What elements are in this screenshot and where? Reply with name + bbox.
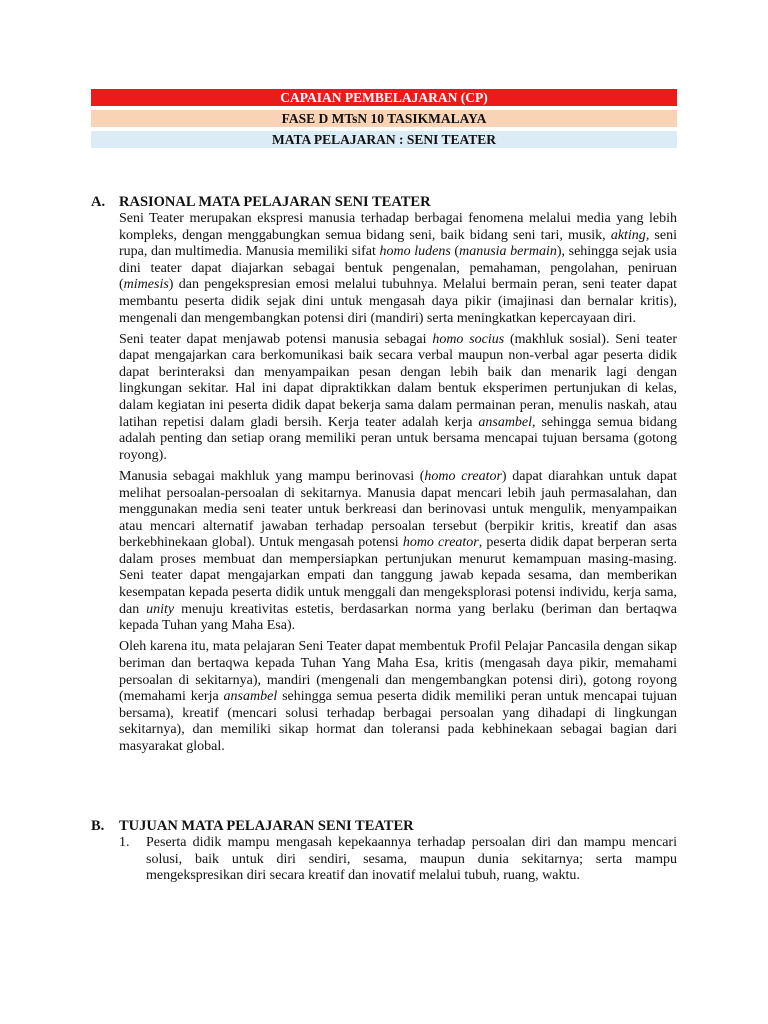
rasional-paragraph-2 [119,332,677,465]
italic-term: unity [146,601,175,617]
header-banner-fase [91,110,677,127]
section-a-heading [91,193,677,211]
text-run: Oleh karena itu, mata pelajaran Seni Teater dapat membentuk Profil Pelajar Pancasila dengan sikap beriman dan bertaqwa kepada Tuhan Yang Maha Esa, kritis (mengasah daya pikir, memahami persoalan di sekitarnya), mandiri (mengenali dan mengembangkan potensi diri), gotong royong (memahami kerja [119,639,677,705]
header-banner-subject [91,131,677,148]
header-line-3: MATA PELAJARAN : SENI TEATER [271,132,497,147]
italic-term: ansambel [478,414,533,430]
list-item-text: Peserta didik mampu mengasah kepekaannya terhadap persoalan diri dan mampu mencari solusi, baik untuk diri sendiri, sesama, maupun dunia sekitarnya; serta mampu mengekspresikan diri secara kreatif dan inovatif melalui tubuh, ruang, waktu. [146,835,677,884]
italic-term: akting [610,227,646,243]
rasional-paragraph-3 [119,469,677,635]
text-run: Manusia sebagai makhluk yang mampu berinovasi ( [119,468,425,484]
text-run: Seni teater dapat menjawab potensi manusia sebagai [119,331,433,347]
text-run: ), sehingga sejak usia dini teater dapat diajarkan sebagai bentuk pengenalan, pemahaman, pengolahan, peniruan ( [119,244,677,293]
italic-term: homo creator [424,468,502,484]
header-line-1: CAPAIAN PEMBELAJARAN (CP) [280,90,488,105]
section-a-letter: A. [91,194,106,210]
text-run: (makhluk sosial). Seni teater dapat mengajarkan cara berkomunikasi baik secara verbal maupun non-verbal agar peserta didik dapat berinteraksi dan menyampaikan pesan dengan lebih baik dan menarik lagi dengan lingkungan sekitar. Hal ini dapat dipraktikkan dalam bentuk eksperimen pertunjukan di kelas, dalam kegiatan ini peserta didik dapat bekerja sama dalam permainan peran, menulis naskah, atau latihan repetisi dalam gladi bersih. Kerja teater adalah kerja [119,331,677,430]
text-run: menuju kreativitas estetis, berdasarkan norma yang berlaku (beriman dan bertaqwa kepada Tuhan yang Maha Esa). [119,601,677,634]
text-run: ( [450,244,460,260]
text-run: , peserta didik dapat berperan serta dalam proses membuat dan mempersiapkan pertunjukan menurut kemampuan masing-masing. Seni teater dapat mengajarkan empati dan tanggung jawab kepada sesama, dan memberikan kesempatan kepada peserta didik untuk menggali dan mengeksplorasi potensi individu, kerja sama, dan [119,535,677,617]
text-run: , sehingga semua bidang adalah penting dan setiap orang memiliki peran untuk bersama mencapai tujuan bersama (gotong royong). [119,414,678,463]
text-run: ) dapat diarahkan untuk dapat melihat persoalan-persoalan di sekitarnya. Manusia dapat mencari lebih jauh permasalahan, dan menggunakan media seni teater untuk berkreasi dan berinovasi untuk mengulik, menyampaikan atau mencari alternatif jawaban terhadap persoalan tersebut (berpikir kritis, kreatif dan asas berkebhinekaan global). Untuk mengasah potensi [119,468,677,551]
italic-term: homo creator [402,535,479,551]
section-a [91,193,677,756]
text-run: Seni Teater merupakan ekspresi manusia terhadap berbagai fenomena melalui media yang lebih kompleks, dengan menggabungkan semua bidang seni, baik bidang seni tari, musik, [119,211,677,243]
italic-term: ansambel [223,689,278,705]
section-a-title: RASIONAL MATA PELAJARAN SENI TEATER [119,194,431,210]
rasional-paragraph-1 [119,211,677,327]
italic-term: homo ludens [379,244,451,260]
section-b [91,817,677,885]
text-run: ) dan pengekspresian emosi melalui tubuhnya. Melalui bermain peran, seni teater dapat membantu peserta didik sejak dini untuk mengasah daya pikir (imajinasi dan bernalar kritis), mengenali dan mengembangkan potensi diri (mandiri) serta meningkatkan kepercayaan diri. [119,277,677,326]
section-b-heading [91,817,677,835]
text-run: sehingga semua peserta didik memiliki peran untuk mencapai tujuan bersama), kreatif (mencari solusi terhadap berbagai persoalan yang dihadapi di lingkungan sekitarnya), dan memiliki sikap hormat dan toleransi pada kebhinekaan sebagai bagian dari masyarakat global. [119,689,677,754]
header-banner-cp [91,89,677,106]
text-run: , seni rupa, dan multimedia. Manusia memiliki sifat [119,227,677,260]
list-item [119,835,677,885]
rasional-paragraph-4 [119,639,677,755]
section-a-body [119,211,677,756]
italic-term: mimesis [123,277,169,293]
italic-term: homo socius [432,331,505,347]
section-b-letter: B. [91,818,105,834]
italic-term: manusia bermain [459,244,557,260]
section-b-title: TUJUAN MATA PELAJARAN SENI TEATER [119,818,414,834]
list-item-number: 1. [119,835,130,850]
header-line-2: FASE D MTsN 10 TASIKMALAYA [281,111,487,126]
